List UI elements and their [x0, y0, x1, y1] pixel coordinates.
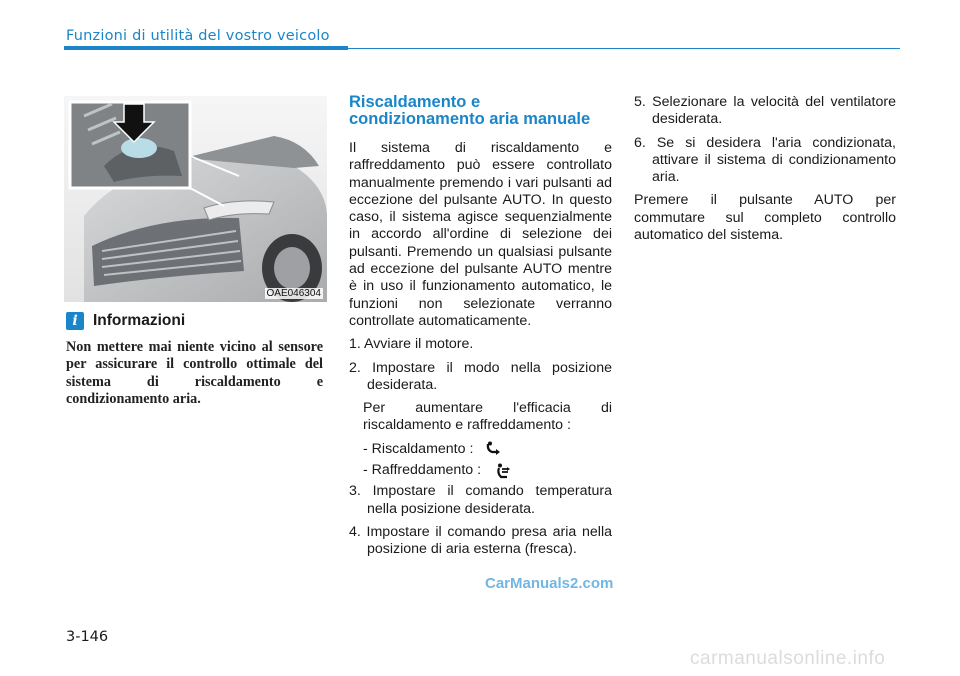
footer-watermark: carmanualsonline.info: [690, 648, 886, 669]
page-number: 3-146: [66, 629, 109, 645]
car-sensor-illustration: [64, 96, 327, 302]
step-5: 5. Selezionare la velocità del ventilatore desiderata.: [634, 94, 896, 128]
step-6: 6. Se si desidera l'aria condizionata, attivare il sistema di condizionamento aria.: [634, 134, 896, 186]
watermark-carmanuals2: CarManuals2.com: [485, 575, 614, 592]
header-rule-thick: [64, 46, 348, 50]
car-illustration: [64, 96, 327, 302]
closing-paragraph: Premere il pulsante AUTO per commutare sul completo controllo automatico del sistema.: [634, 192, 896, 244]
info-text: Non mettere mai niente vicino al sensore per assicurare il controllo ottimale del sistema di riscaldamento e condizionamento aria.: [66, 339, 323, 407]
info-icon: i: [66, 312, 84, 330]
step-1: 1. Avviare il motore.: [349, 336, 474, 353]
step-2-note: Per aumentare l'efficacia di riscaldamento e raffreddamento :: [363, 400, 612, 434]
step-4: 4. Impostare il comando presa aria nella posizione di aria esterna (fresca).: [349, 523, 612, 558]
info-heading: [66, 312, 185, 330]
section-header-title: Funzioni di utilità del vostro veicolo: [66, 28, 330, 44]
face-mode-icon: [491, 463, 511, 479]
step-2: 2. Impostare il modo nella posizione desiderata.: [349, 359, 612, 393]
intro-paragraph: Il sistema di riscaldamento e raffreddamento può essere controllato manualmente premendo i vari pulsanti ad eccezione del pulsante AUTO. In questo caso, il sistema agisce sequenzialmente in accordo all'ordine di selezione dei pulsanti. Premendo un qualsiasi pulsante ad eccezione del pulsante AUTO mentre è in uso il funzionamento automatico, le funzioni non selezionate verranno controllate automaticamente.: [349, 140, 612, 329]
column-right: [634, 94, 896, 250]
cooling-mode: [363, 462, 612, 479]
info-title: Informazioni: [93, 312, 186, 329]
heating-label: - Riscaldamento :: [363, 440, 474, 457]
section-title-line2: condizionamento aria manuale: [349, 110, 591, 128]
column-middle: [349, 94, 612, 565]
section-title: [349, 94, 612, 128]
header-rule-thin: [348, 48, 900, 49]
heating-mode: [363, 441, 612, 458]
figure-code: OAE046304: [266, 288, 321, 299]
step-3: 3. Impostare il comando temperatura nella posizione desiderata.: [349, 483, 612, 517]
section-title-line1: Riscaldamento e: [349, 93, 481, 111]
cooling-label: - Raffreddamento :: [363, 462, 482, 479]
floor-mode-icon: [483, 441, 503, 457]
